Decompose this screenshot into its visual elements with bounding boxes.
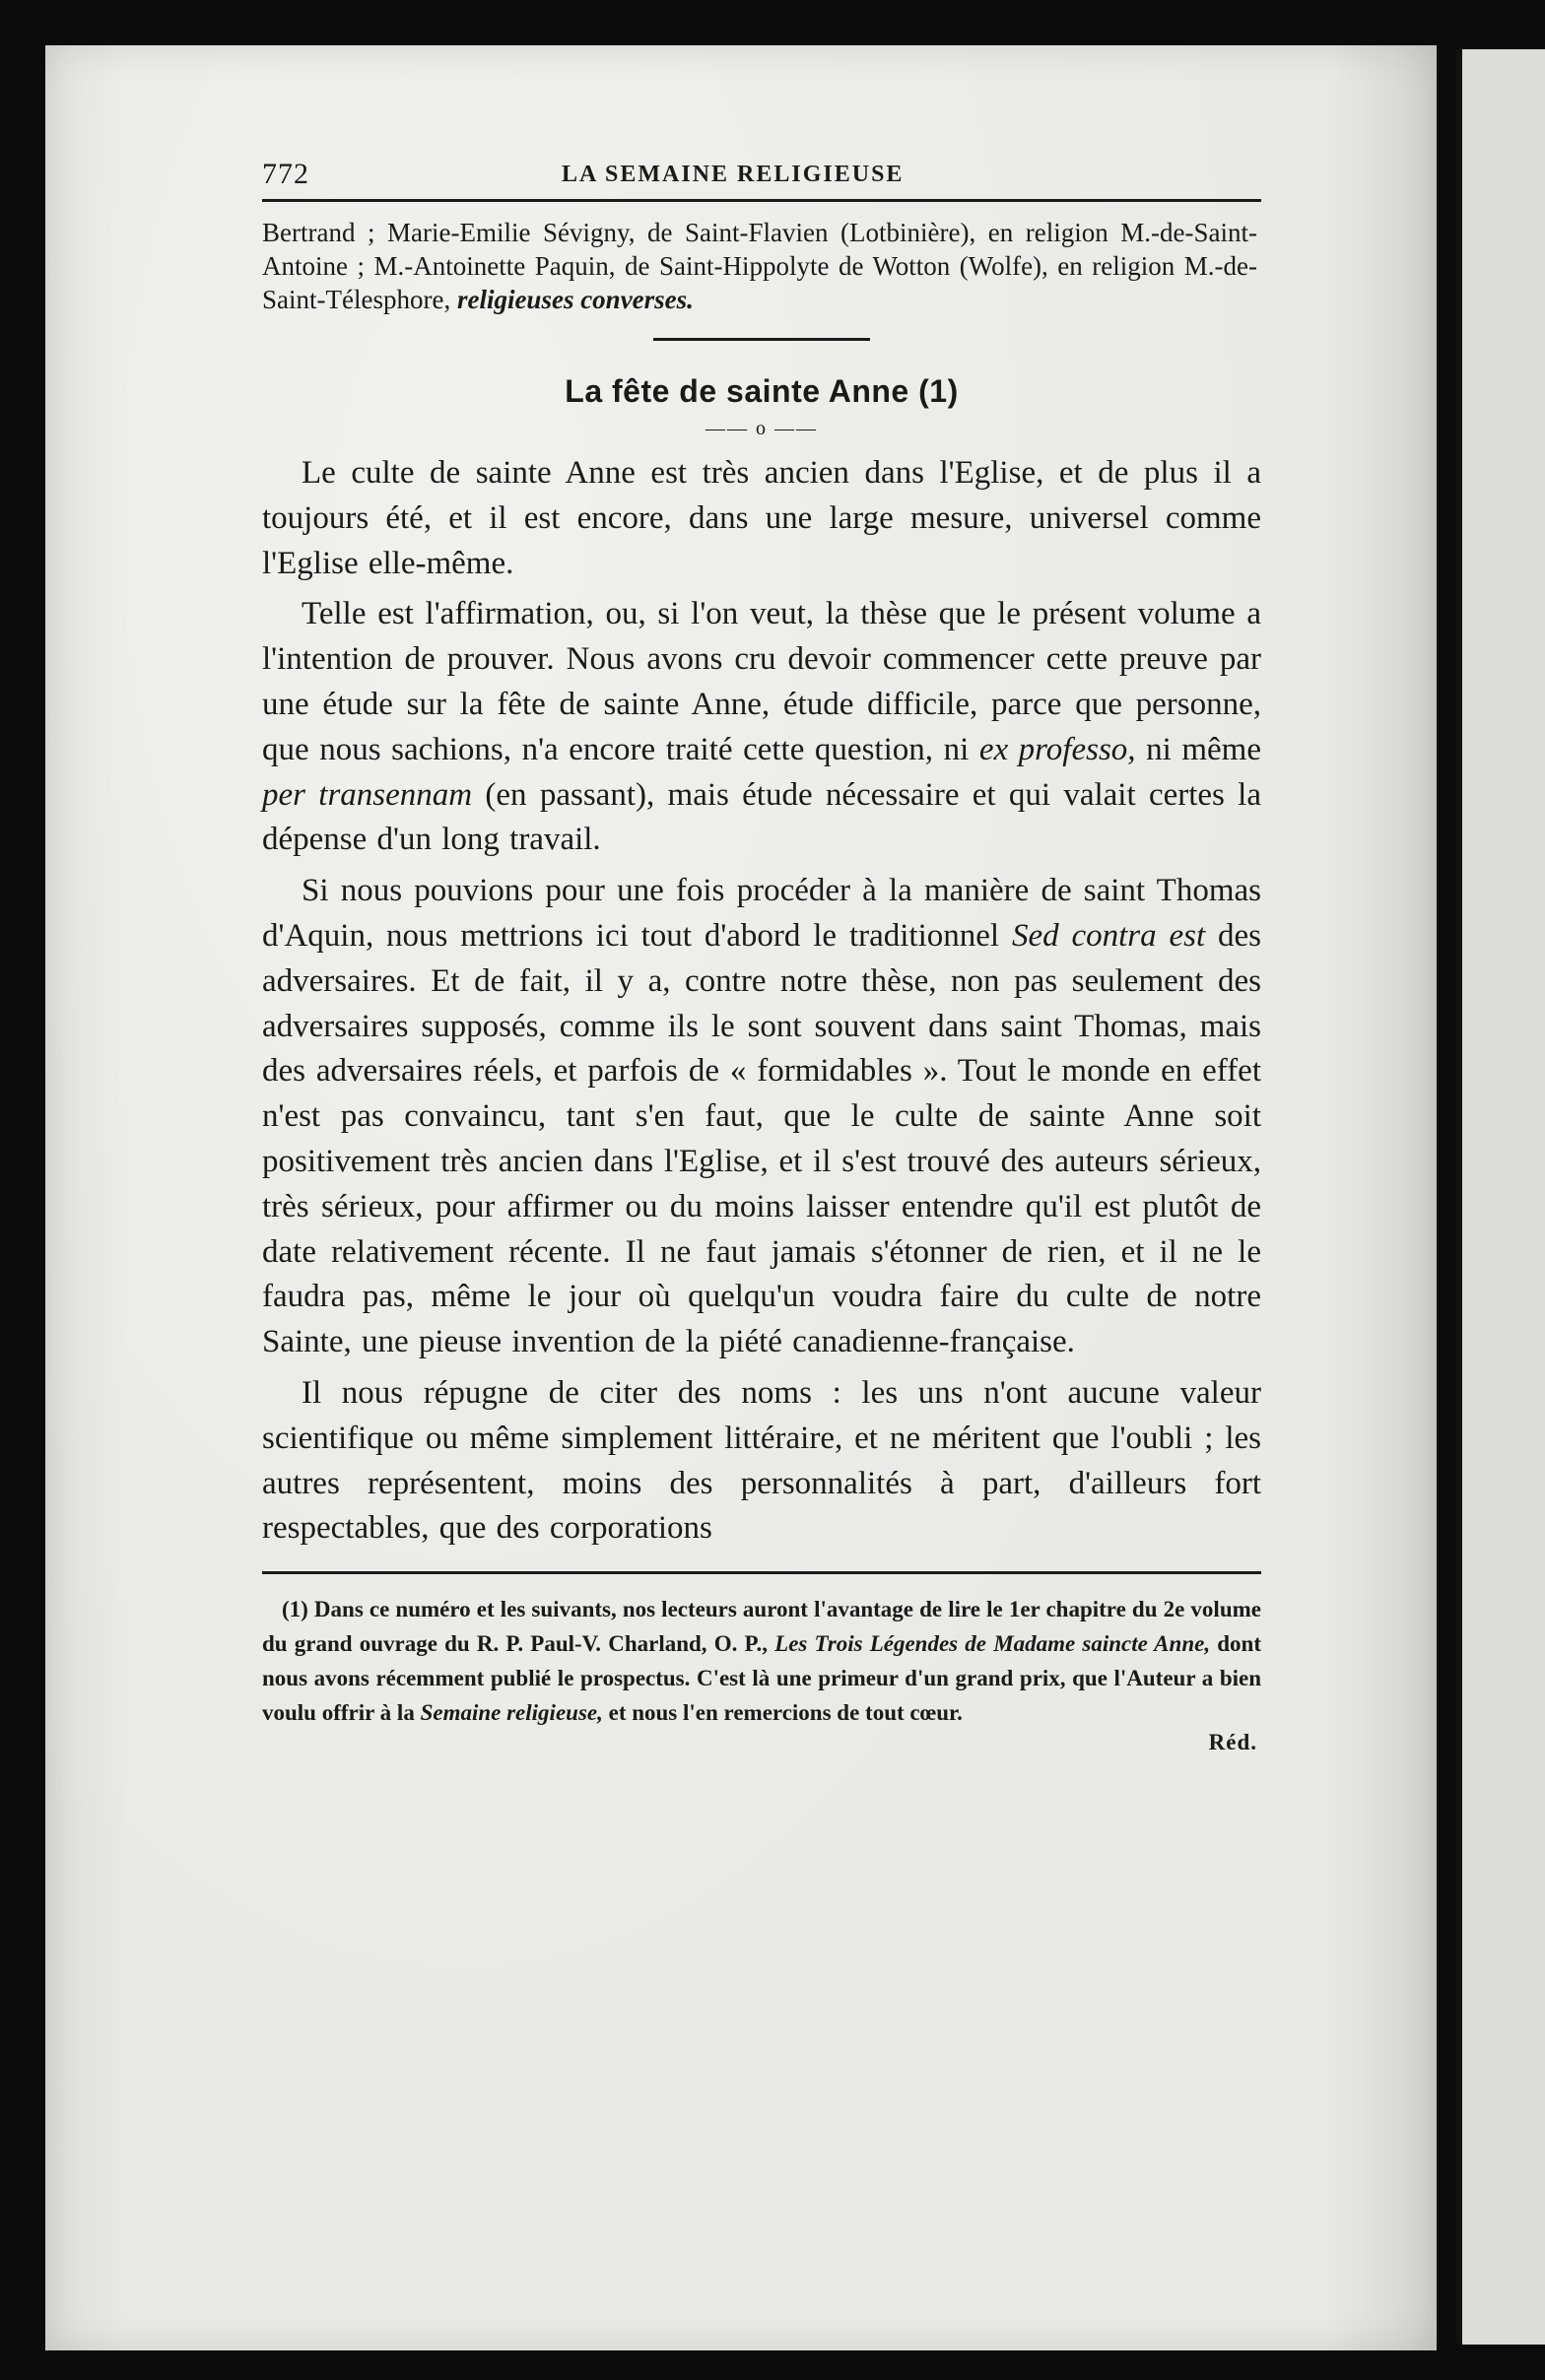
editor-signature: Réd.	[1208, 1730, 1257, 1755]
footnote-text-a: (1) Dans ce numéro et les suivants, nos lecteurs auront l'avantage de lire le 1er chapitre du 2e volume du grand ouvrage du R. P. Paul-V. Charland, O. P.,	[262, 1597, 1261, 1657]
footnote-rule	[262, 1571, 1261, 1574]
paragraph-3	[262, 869, 1261, 1365]
footnote-italic-1: Les Trois Légendes de Madame saincte Anne,	[774, 1631, 1211, 1657]
adjacent-page-edge	[1456, 49, 1545, 2345]
intro-text: Bertrand ; Marie-Emilie Sévigny, de Saint-Flavien (Lotbinière), en religion M.-de-Saint-Antoine ; M.-Antoinette Paquin, de Saint-Hippolyte de Wotton (Wolfe), en religion M.-de-Saint-Télesphore,	[262, 218, 1257, 314]
article-title: La fête de sainte Anne (1)	[565, 373, 959, 409]
footnote-italic-2: Semaine religieuse,	[420, 1700, 603, 1726]
footnote	[262, 1592, 1261, 1730]
article-body	[262, 451, 1261, 1552]
ornament-divider	[217, 330, 1261, 350]
p3-italic: Sed contra est	[1011, 917, 1206, 954]
page-number: 772	[262, 158, 309, 190]
p2-text-b: ni même	[1135, 731, 1261, 767]
intro-paragraph	[262, 216, 1257, 316]
footnote-text-b: dont nous avons récemment publié le prospectus. C'est là une primeur d'un grand prix, que l'Auteur a bien voulu offrir à la	[262, 1631, 1261, 1726]
running-head	[217, 148, 1261, 195]
paragraph-2	[262, 592, 1261, 863]
page-content	[217, 148, 1261, 1755]
p3-text-b: des adversaires. Et de fait, il y a, contre notre thèse, non pas seulement des adversaires supposés, comme ils le sont souvent dans saint Thomas, mais des adversaires réels, et parfois de « formidables ». Tout le monde en effet n'est pas convaincu, tant s'en faut, que le culte de sainte Anne soit positivement très ancien dans l'Eglise, et il s'est trouvé des auteurs sérieux, très sérieux, pour affirmer ou du moins laisser entendre qu'il est plutôt de date relativement récente. Il ne faut jamais s'étonner de rien, et il ne le faudra pas, même le jour où quelqu'un voudra faire du culte de notre Sainte, une pieuse invention de la piété canadienne-française.	[262, 917, 1261, 1360]
paragraph-4: Il nous répugne de citer des noms : les uns n'ont aucune valeur scientifique ou même simplement littéraire, et ne méritent que l'oubli ; les autres représentent, moins des personnalités à part, d'ailleurs fort respectables, que des corporations	[262, 1374, 1261, 1547]
title-separator: —— o ——	[705, 418, 818, 439]
footnote-text	[262, 1592, 1261, 1730]
ornament-bar	[653, 338, 870, 341]
p2-text-c: (en passant), mais étude nécessaire et qui valait certes la dépense d'un long travail.	[262, 776, 1261, 858]
p2-text-a: Telle est l'affirmation, ou, si l'on veut, la thèse que le présent volume a l'intention de prouver. Nous avons cru devoir commencer cette preuve par une étude sur la fête de sainte Anne, étude difficile, parce que personne, que nous sachions, n'a encore traité cette question, ni	[262, 596, 1261, 767]
p3-text-a: Si nous pouvions pour une fois procéder à la manière de saint Thomas d'Aquin, nous mettrions ici tout d'abord le traditionnel	[262, 873, 1261, 954]
footnote-text-c: et nous l'en remercions de tout cœur.	[602, 1700, 963, 1726]
p2-italic-2: per transennam	[262, 776, 473, 813]
intro-italic: religieuses converses.	[456, 285, 694, 314]
paragraph-1: Le culte de sainte Anne est très ancien dans l'Eglise, et de plus il a toujours été, et il est encore, dans une large mesure, universel comme l'Eglise elle-même.	[262, 455, 1261, 581]
p2-italic-1: ex professo,	[978, 731, 1136, 767]
header-rule	[262, 199, 1261, 202]
running-title: LA SEMAINE RELIGIEUSE	[562, 162, 905, 187]
